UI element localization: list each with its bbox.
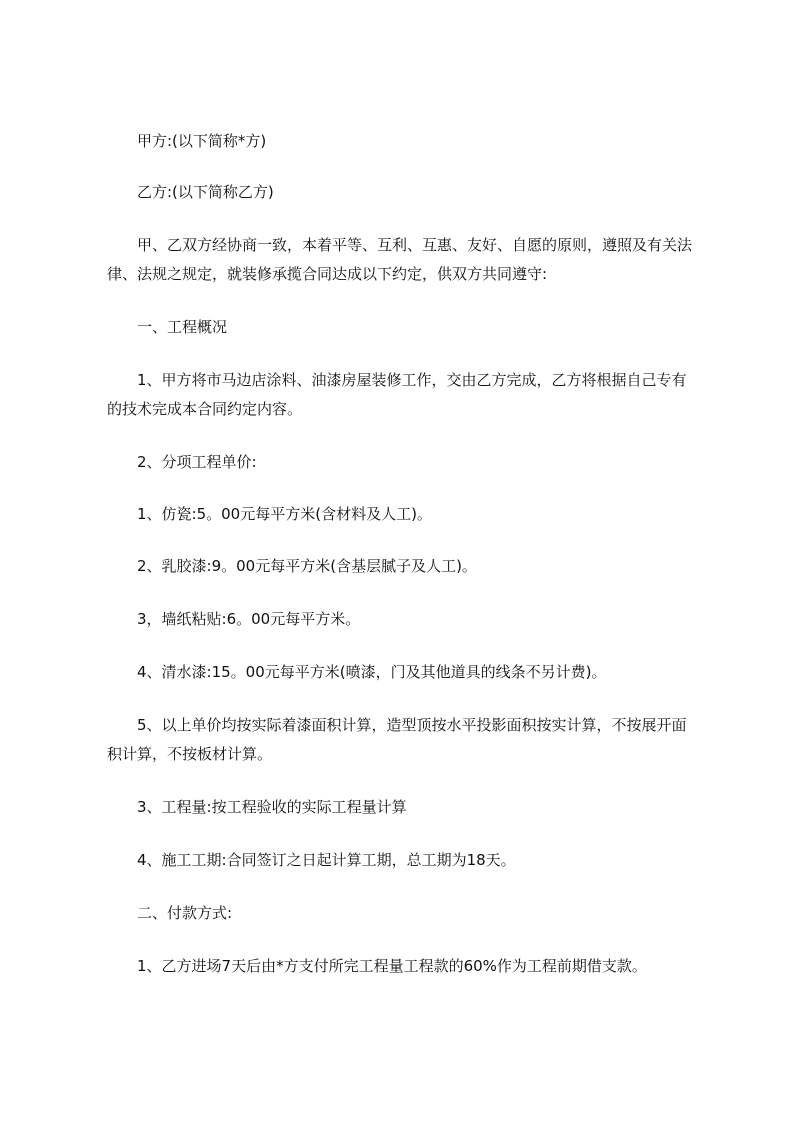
item-2-heading: 2、分项工程单价: <box>137 453 257 471</box>
intro-paragraph: 甲、乙双方经协商一致，本着平等、互利、互惠、友好、自愿的原则，遵照及有关法律、法规之规定，就装修承揽合同达成以下约定，供双方共同遵守: <box>107 236 693 283</box>
item-3-line: 3、工程量:按工程验收的实际工程量计算 <box>137 798 407 816</box>
price-item-1: 1、仿瓷:5。00元每平方米(含材料及人工)。 <box>137 505 432 523</box>
section-1-heading: 一、工程概况 <box>137 318 228 336</box>
item-1-paragraph: 1、甲方将市马边店涂料、油漆房屋装修工作，交由乙方完成，乙方将根据自己专有的技术完成本合同约定内容。 <box>107 371 687 418</box>
price-item-3: 3，墙纸粘贴:6。00元每平方米。 <box>137 610 361 628</box>
payment-item-1: 1、乙方进场7天后由*方支付所完工程量工程款的60%作为工程前期借支款。 <box>137 957 647 975</box>
party-b-line: 乙方:(以下简称乙方) <box>137 183 274 201</box>
party-a-line: 甲方:(以下简称*方) <box>137 132 267 150</box>
price-item-5-paragraph: 5、以上单价均按实际着漆面积计算，造型顶按水平投影面积按实计算，不按展开面积计算，不按板材计算。 <box>107 716 687 763</box>
price-item-2: 2、乳胶漆:9。00元每平方米(含基层腻子及人工)。 <box>137 557 477 575</box>
item-4-line: 4、施工工期:合同签订之日起计算工期，总工期为18天。 <box>137 851 516 869</box>
section-2-heading: 二、付款方式: <box>137 904 233 922</box>
price-item-4: 4、清水漆:15。00元每平方米(喷漆，门及其他道具的线条不另计费)。 <box>137 663 607 681</box>
